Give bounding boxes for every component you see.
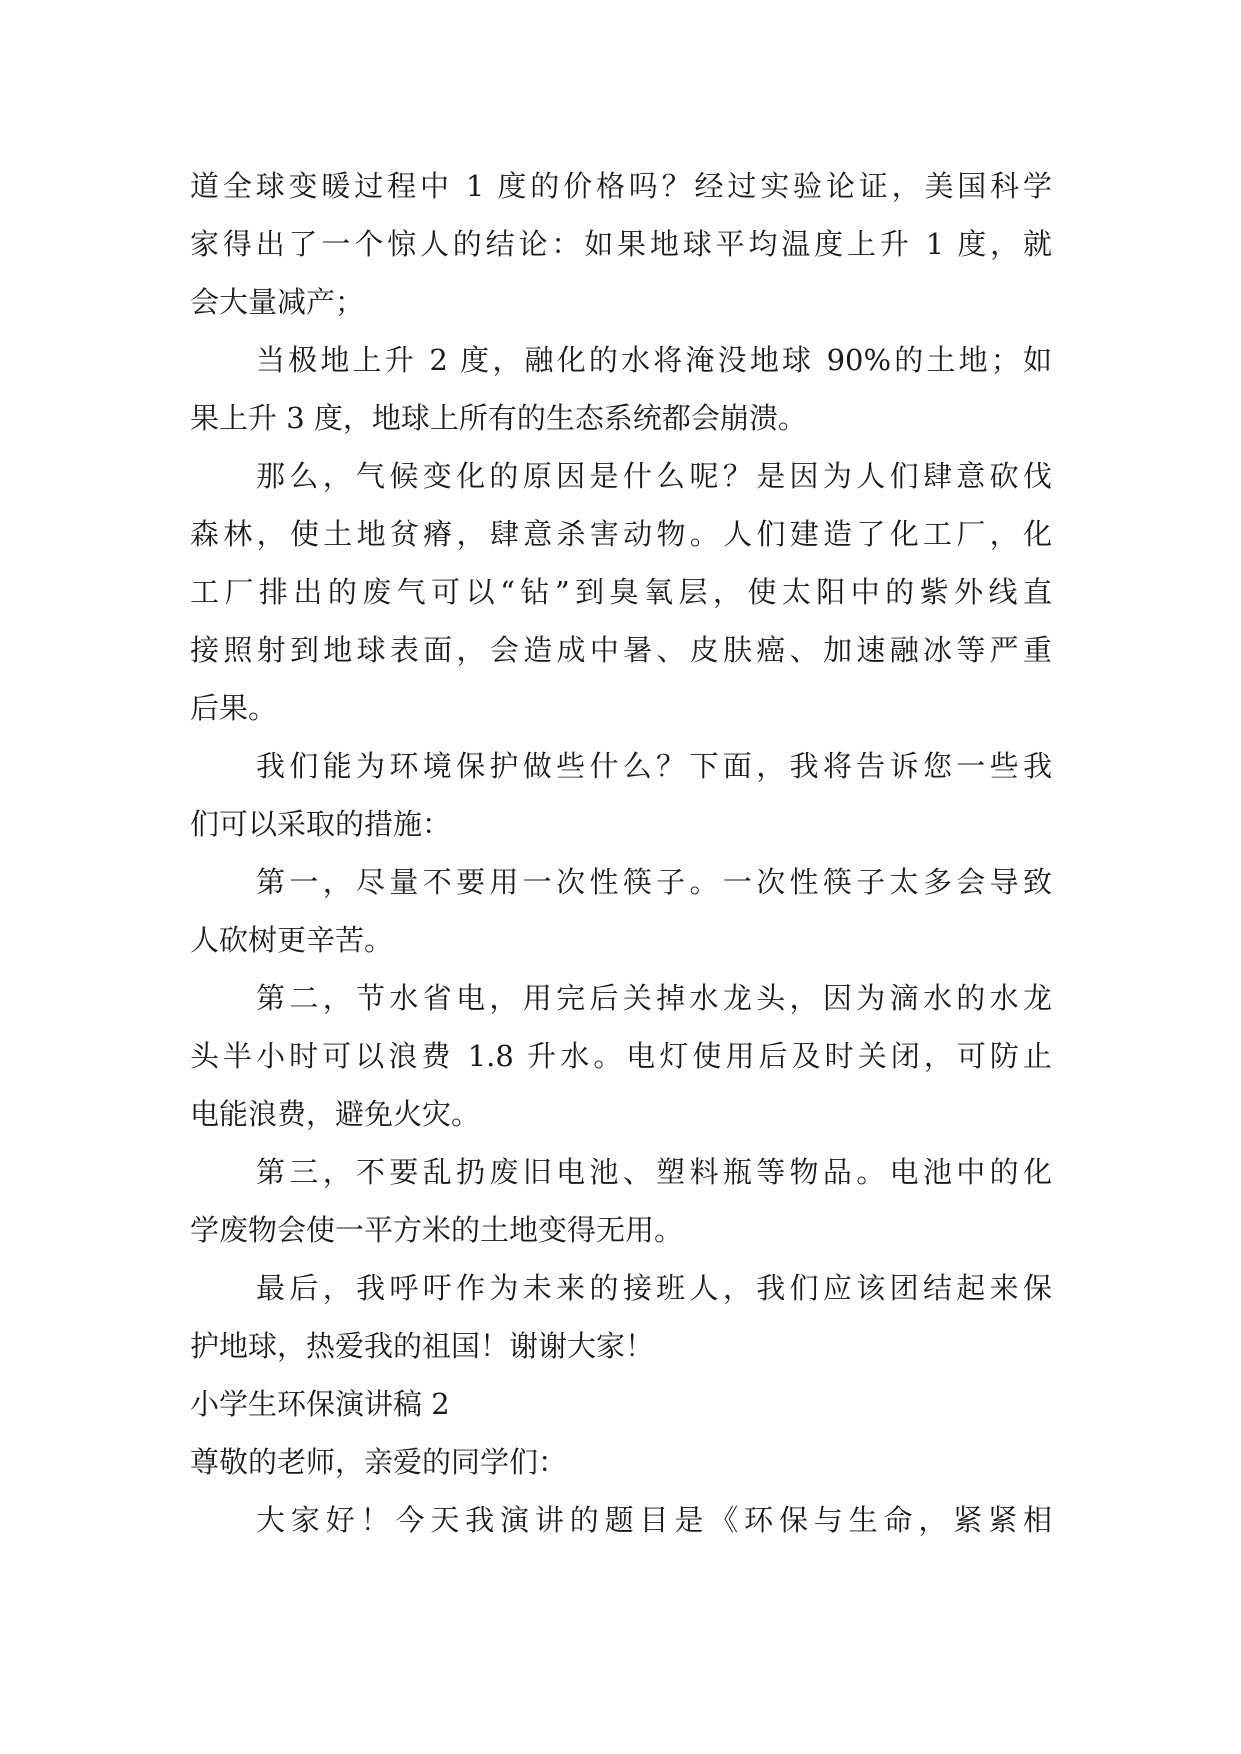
text-line: 第三，不要乱扔废旧电池、塑料瓶等物品。电池中的化 [256,1155,1052,1189]
text-line: 工厂排出的废气可以“钻”到臭氧层，使太阳中的紫外线直 [190,575,1052,609]
text-line: 森林，使土地贫瘠，肆意杀害动物。人们建造了化工厂，化 [190,517,1052,551]
text-line: 学废物会使一平方米的土地变得无用。 [190,1213,684,1247]
text-line: 人砍树更辛苦。 [190,923,394,957]
text-line: 家得出了一个惊人的结论：如果地球平均温度上升 1 度，就 [190,227,1052,261]
paragraph [190,969,1052,1143]
section-heading [190,1375,1052,1433]
text-line: 那么，气候变化的原因是什么呢？是因为人们肆意砍伐 [256,459,1052,493]
paragraph [190,1259,1052,1375]
text-line: 们可以采取的措施： [190,807,452,841]
document-body [190,157,1052,1549]
text-line: 果上升 3 度，地球上所有的生态系统都会崩溃。 [190,401,807,435]
text-line: 后果。 [190,691,278,725]
text-line: 护地球，热爱我的祖国！谢谢大家！ [190,1329,655,1363]
text-line: 小学生环保演讲稿 2 [190,1387,450,1421]
paragraph [190,331,1052,447]
text-line: 尊敬的老师，亲爱的同学们： [190,1445,568,1479]
paragraph [190,737,1052,853]
text-line: 大家好！今天我演讲的题目是《环保与生命，紧紧相 [256,1503,1052,1537]
text-line: 电能浪费，避免火灾。 [190,1097,481,1131]
salutation [190,1433,1052,1491]
text-line: 接照射到地球表面，会造成中暑、皮肤癌、加速融冰等严重 [190,633,1052,667]
paragraph [190,157,1052,331]
text-line: 我们能为环境保护做些什么？下面，我将告诉您一些我 [256,749,1052,783]
text-line: 当极地上升 2 度，融化的水将淹没地球 90%的土地；如 [256,343,1052,377]
text-line: 会大量减产； [190,285,365,319]
text-line: 头半小时可以浪费 1.8 升水。电灯使用后及时关闭，可防止 [190,1039,1052,1073]
paragraph [190,853,1052,969]
text-line: 最后，我呼吁作为未来的接班人，我们应该团结起来保 [256,1271,1052,1305]
paragraph [190,1143,1052,1259]
text-line: 第二，节水省电，用完后关掉水龙头，因为滴水的水龙 [256,981,1052,1015]
paragraph [190,1491,1052,1549]
text-line: 第一，尽量不要用一次性筷子。一次性筷子太多会导致 [256,865,1052,899]
paragraph [190,447,1052,737]
text-line: 道全球变暖过程中 1 度的价格吗？经过实验论证，美国科学 [190,169,1052,203]
